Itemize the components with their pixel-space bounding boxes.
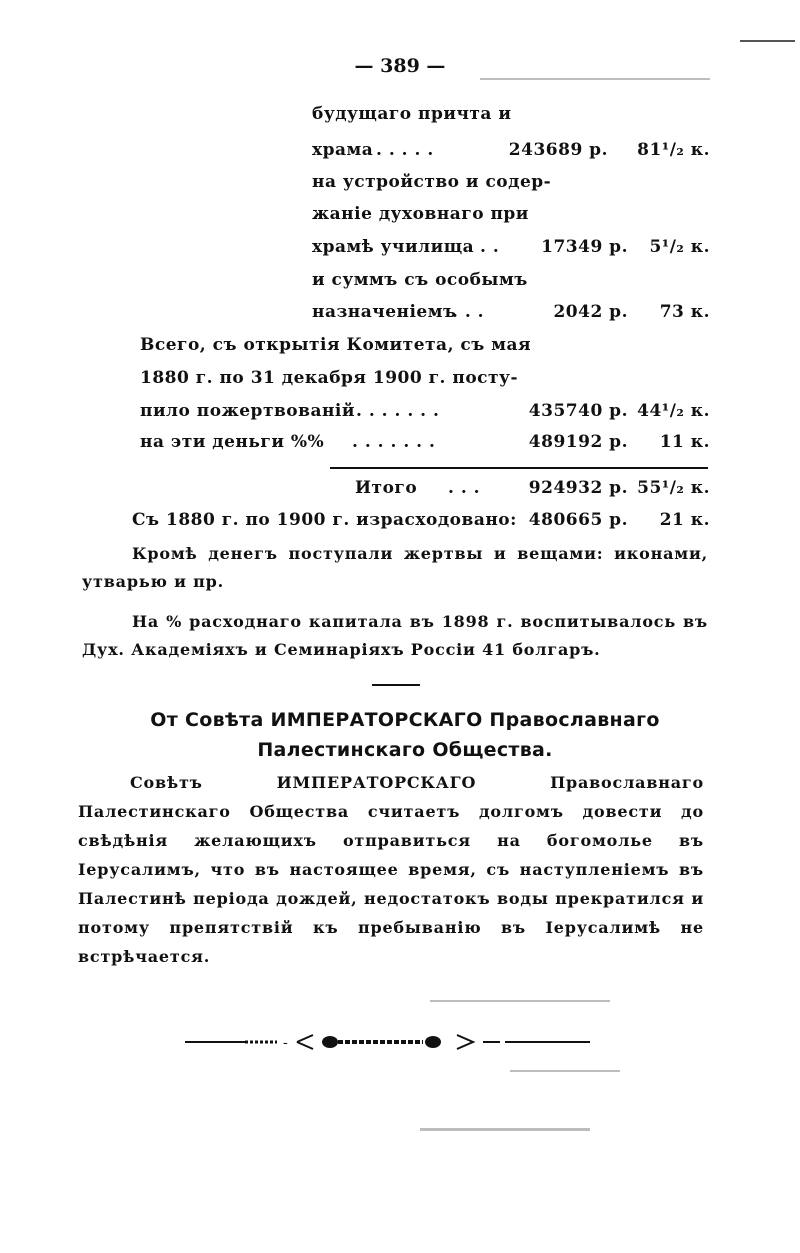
section-body: Совѣтъ ИМПЕРАТОРСКАГО Православнаго Палестинскаго Общества считаетъ долгомъ довести до свѣдѣнія желающихъ отправиться на богомолье въ Іерусалимъ, что въ настоящее время, съ наступленіемъ въ Палестинѣ періода дождей, недостатокъ воды прекратился и потому препятствій къ пребыванію въ Іерусалимѣ не встрѣчается. xyxy=(78,773,704,966)
cont-line-7-rubles: 2042 р. xyxy=(553,302,628,322)
total-line-4-rubles: 489192 р. xyxy=(528,432,628,452)
scan-noise xyxy=(420,1128,590,1131)
sum-rule xyxy=(330,467,708,469)
cont-line-5-dots: . . xyxy=(480,237,500,257)
scan-noise xyxy=(480,78,710,80)
section-divider xyxy=(372,684,420,686)
section-heading: От Совѣта ИМПЕРАТОРСКАГО Православнаго Палестинскаго Общества. xyxy=(150,709,660,761)
itogo-dots: . . . xyxy=(448,478,481,498)
paragraph-bulgarian-students: На % расходнаго капитала въ 1898 г. воспитывалось въ Дух. Академіяхъ и Семинаріяхъ Россіи 41 болгаръ. xyxy=(82,612,708,659)
total-line-1: Всего, съ открытія Комитета, съ мая xyxy=(140,335,532,355)
spent-line-rubles: 480665 р. xyxy=(528,510,628,530)
cont-line-5-label: храмѣ училища xyxy=(312,237,475,257)
itogo-rubles: 924932 р. xyxy=(528,478,628,498)
cont-line-5-rubles: 17349 р. xyxy=(541,237,628,257)
svg-text:-: - xyxy=(283,1035,288,1051)
spent-line-text: Съ 1880 г. по 1900 г. израсходовано: xyxy=(132,510,517,530)
cont-line-7-dots: . . . xyxy=(452,302,485,322)
total-line-3-label: пило пожертвованій xyxy=(140,401,355,421)
cont-line-5-kopecks: 5¹/₂ к. xyxy=(649,237,710,257)
cont-line-2-kopecks: 81¹/₂ к. xyxy=(637,140,710,160)
scan-noise xyxy=(740,40,795,42)
total-line-4-kopecks: 11 к. xyxy=(659,432,710,452)
spent-line-kopecks: 21 к. xyxy=(659,510,710,530)
cont-line-1: будущаго причта и xyxy=(312,104,512,124)
cont-line-3: на устройство и содер- xyxy=(312,172,552,192)
itogo-label: Итого xyxy=(355,478,418,498)
itogo-kopecks: 55¹/₂ к. xyxy=(637,478,710,498)
total-line-3-rubles: 435740 р. xyxy=(528,401,628,421)
total-line-4-label: на эти деньги %% xyxy=(140,432,325,452)
cont-line-2-dots: . . . . . xyxy=(376,140,434,160)
total-line-4-dots: . . . . . . . xyxy=(352,432,436,452)
paragraph-donations-in-kind: Кромѣ денегъ поступали жертвы и вещами: иконами, утварью и пр. xyxy=(82,544,708,591)
cont-line-6: и суммъ съ особымъ xyxy=(312,270,528,290)
decorative-ornament-rule xyxy=(185,1030,590,1054)
cont-line-4: жаніе духовнаго при xyxy=(312,204,529,224)
cont-line-2-rubles: 243689 р. xyxy=(508,140,608,160)
page-number: — 389 — xyxy=(354,55,446,77)
cont-line-7-label: назначеніемъ xyxy=(312,302,457,322)
total-line-3-kopecks: 44¹/₂ к. xyxy=(637,401,710,421)
scan-noise xyxy=(510,1070,620,1072)
total-line-2: 1880 г. по 31 декабря 1900 г. посту- xyxy=(140,368,518,388)
cont-line-2-label: храма xyxy=(312,140,374,160)
scan-noise xyxy=(430,1000,610,1002)
total-line-3-dots: . . . . . . . xyxy=(356,401,440,421)
cont-line-7-kopecks: 73 к. xyxy=(659,302,710,322)
